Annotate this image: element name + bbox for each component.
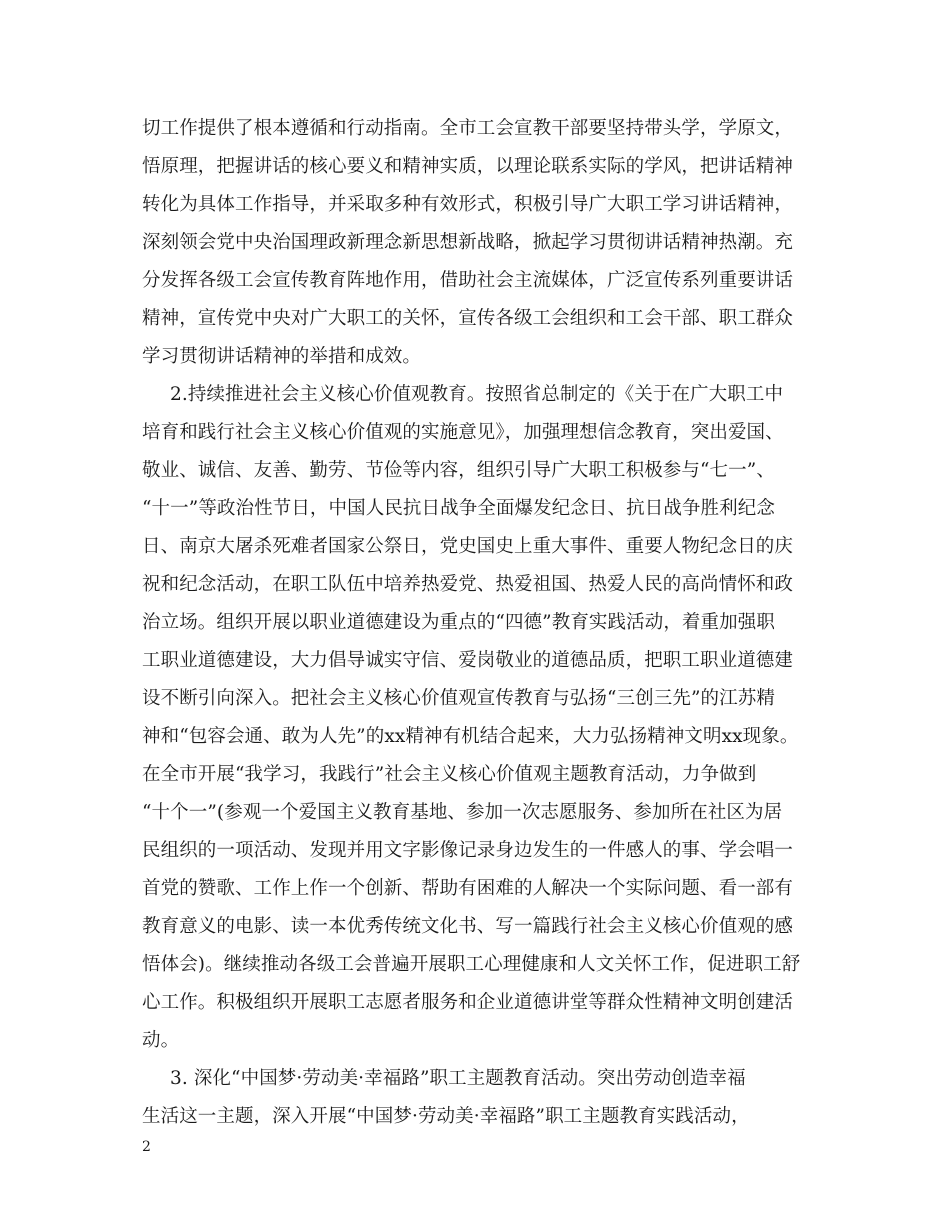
text-line: 切工作提供了根本遵循和行动指南。全市工会宣教干部要坚持带头学，学原文， [142,118,794,139]
text-line: 民组织的一项活动、发现并用文字影像记录身边发生的一件感人的事、学会唱一 [142,840,794,861]
text-line: 动。 [142,1030,180,1051]
text-line: 首党的赞歌、工作上作一个创新、帮助有困难的人解决一个实际问题、看一部有 [142,878,794,899]
text-line: 悟原理，把握讲话的核心要义和精神实质，以理论联系实际的学风，把讲话精神 [142,156,794,177]
text-line: 神和“包容会通、敢为人先”的xx精神有机结合起来，大力弘扬精神文明xx现象。 [142,726,799,747]
text-line: 在全市开展“我学习，我践行”社会主义核心价值观主题教育活动，力争做到 [142,764,757,785]
text-line: 培育和践行社会主义核心价值观的实施意见》，加强理想信念教育，突出爱国、 [142,422,784,443]
text-line: 转化为具体工作指导，并采取多种有效形式，积极引导广大职工学习讲话精神， [142,194,794,215]
text-line: 分发挥各级工会宣传教育阵地作用，借助社会主流媒体，广泛宣传系列重要讲话 [142,270,794,291]
text-line: 生活这一主题，深入开展“中国梦·劳动美·幸福路”职工主题教育实践活动， [142,1106,750,1127]
text-line: 设不断引向深入。把社会主义核心价值观宣传教育与弘扬“三创三先”的江苏精 [142,688,775,709]
text-line: 治立场。组织开展以职业道德建设为重点的“四德”教育实践活动，着重加强职 [142,612,775,633]
text-line: 工职业道德建设，大力倡导诚实守信、爱岗敬业的道德品质，把职工职业道德建 [142,650,794,671]
text-line: 敬业、诚信、友善、勤劳、节俭等内容，组织引导广大职工积极参与“七一”、 [142,460,775,481]
text-line: 祝和纪念活动，在职工队伍中培养热爱党、热爱祖国、热爱人民的高尚情怀和政 [142,574,794,595]
text-line: 心工作。积极组织开展职工志愿者服务和企业道德讲堂等群众性精神文明创建活 [142,992,794,1013]
text-line: “十一”等政治性节日，中国人民抗日战争全面爆发纪念日、抗日战争胜利纪念 [142,498,775,519]
text-line: 学习贯彻讲话精神的举措和成效。 [142,346,422,367]
body-text [142,110,832,1136]
text-line: “十个一”(参观一个爱国主义教育基地、参加一次志愿服务、参加所在社区为居 [142,802,783,823]
text-line: 深刻领会党中央治国理政新理念新思想新战略，掀起学习贯彻讲话精神热潮。充 [142,232,794,253]
text-line: 2.持续推进社会主义核心价值观教育。按照省总制定的《关于在广大职工中 [170,384,784,405]
text-line: 精神，宣传党中央对广大职工的关怀，宣传各级工会组织和工会干部、职工群众 [142,308,794,329]
text-line: 教育意义的电影、读一本优秀传统文化书、写一篇践行社会主义核心价值观的感 [142,916,794,937]
page-number: 2 [142,1139,151,1155]
text-line: 3. 深化“中国梦·劳动美·幸福路”职工主题教育活动。突出劳动创造幸福 [170,1068,746,1089]
text-line: 悟体会)。继续推动各级工会普遍开展职工心理健康和人文关怀工作，促进职工舒 [142,954,801,975]
text-line: 日、南京大屠杀死难者国家公祭日，党史国史上重大事件、重要人物纪念日的庆 [142,536,794,557]
